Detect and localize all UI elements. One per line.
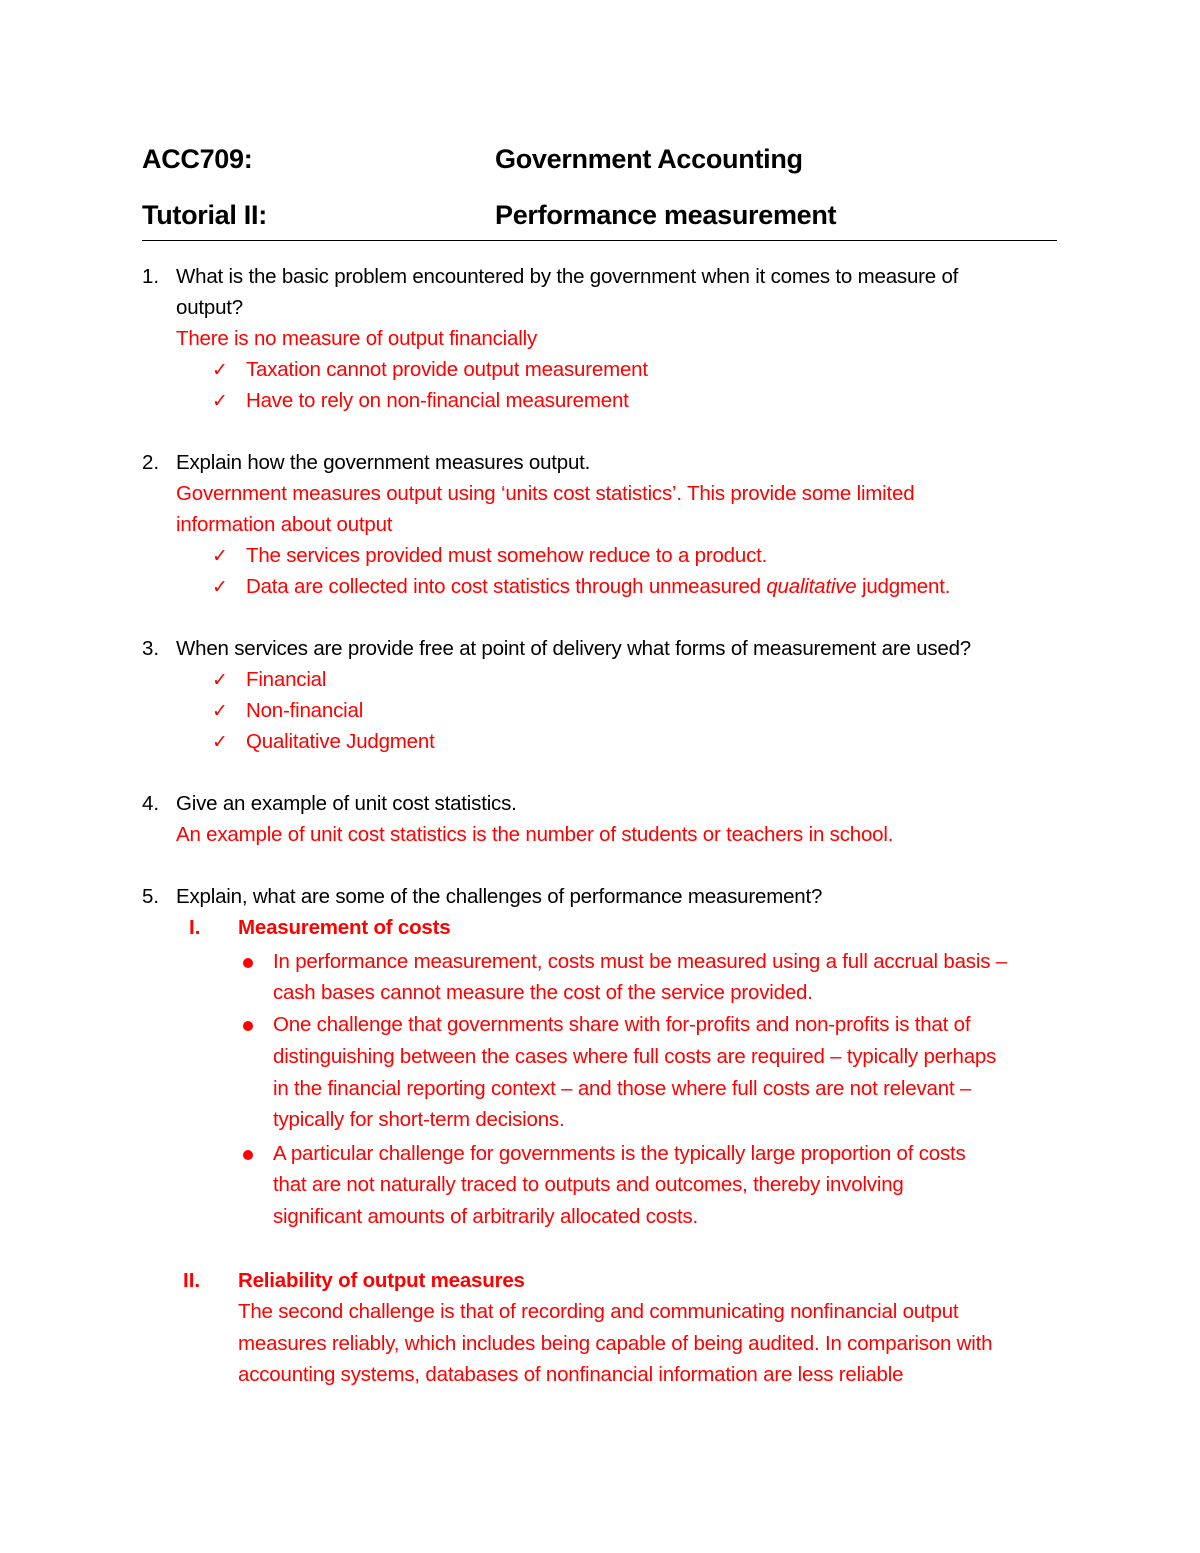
b2-line2: distinguishing between the cases where full costs are required – typically perhaps (273, 1045, 997, 1068)
q5-number: 5. (142, 885, 160, 908)
course-title: Government Accounting (495, 144, 803, 174)
q5-question: Explain, what are some of the challenges of performance measurement? (176, 885, 823, 908)
q2-point-2-emphasis: qualitative (766, 575, 857, 598)
q1-question-line1: What is the basic problem encountered by the government when it comes to measure of (176, 265, 959, 288)
b3-line3: significant amounts of arbitrarily allocated costs. (273, 1205, 699, 1228)
q2-point-2 (246, 575, 950, 599)
b1-line1: In performance measurement, costs must be measured using a full accrual basis – (273, 950, 1007, 973)
tutorial-label: Tutorial II: (142, 200, 267, 230)
q1-number: 1. (142, 265, 160, 288)
q1-point-2: Have to rely on non-financial measurement (246, 389, 629, 412)
check-icon: ✓ (212, 701, 228, 722)
q1-answer: There is no measure of output financially (176, 327, 538, 350)
course-code: ACC709: (142, 144, 253, 174)
bullet-icon (243, 958, 253, 968)
q1-question-line2: output? (176, 296, 243, 319)
q3-point-1: Financial (246, 668, 327, 691)
q3-number: 3. (142, 637, 160, 660)
check-icon: ✓ (212, 360, 228, 381)
check-icon: ✓ (212, 670, 228, 691)
section-2-title: Reliability of output measures (238, 1269, 525, 1292)
q3-point-3: Qualitative Judgment (246, 730, 435, 753)
b2-line4: typically for short-term decisions. (273, 1108, 565, 1131)
q2-point-2-post: judgment. (856, 575, 951, 598)
q3-point-2: Non-financial (246, 699, 364, 722)
header-divider (142, 240, 1057, 241)
q2-answer-line1: Government measures output using ‘units cost statistics’. This provide some limited (176, 482, 915, 505)
q1-point-1: Taxation cannot provide output measurement (246, 358, 648, 381)
check-icon: ✓ (212, 391, 228, 412)
s2-line1: The second challenge is that of recording and communicating nonfinancial output (238, 1300, 959, 1323)
q2-point-2-pre: Data are collected into cost statistics through unmeasured (246, 575, 767, 598)
bullet-icon (243, 1150, 253, 1160)
q4-question: Give an example of unit cost statistics. (176, 792, 517, 815)
q4-number: 4. (142, 792, 160, 815)
b3-line1: A particular challenge for governments is the typically large proportion of costs (273, 1142, 966, 1165)
q2-point-1: The services provided must somehow reduce to a product. (246, 544, 768, 567)
section-1-title: Measurement of costs (238, 916, 451, 939)
q2-question: Explain how the government measures output. (176, 451, 591, 474)
b2-line1: One challenge that governments share with for-profits and non-profits is that of (273, 1013, 971, 1036)
tutorial-title: Performance measurement (495, 200, 837, 230)
section-1-numeral: I. (189, 916, 201, 939)
b1-line2: cash bases cannot measure the cost of the service provided. (273, 981, 813, 1004)
q2-answer-line2: information about output (176, 513, 393, 536)
check-icon: ✓ (212, 546, 228, 567)
b3-line2: that are not naturally traced to outputs and outcomes, thereby involving (273, 1173, 904, 1196)
check-icon: ✓ (212, 732, 228, 753)
s2-line3: accounting systems, databases of nonfinancial information are less reliable (238, 1363, 904, 1386)
q2-number: 2. (142, 451, 160, 474)
s2-line2: measures reliably, which includes being capable of being audited. In comparison with (238, 1332, 993, 1355)
section-2-numeral: II. (183, 1269, 201, 1292)
q4-answer: An example of unit cost statistics is the number of students or teachers in school. (176, 823, 894, 846)
b2-line3: in the financial reporting context – and those where full costs are not relevant – (273, 1077, 972, 1100)
check-icon: ✓ (212, 577, 228, 598)
bullet-icon (243, 1021, 253, 1031)
q3-question: When services are provide free at point of delivery what forms of measurement are used? (176, 637, 972, 660)
